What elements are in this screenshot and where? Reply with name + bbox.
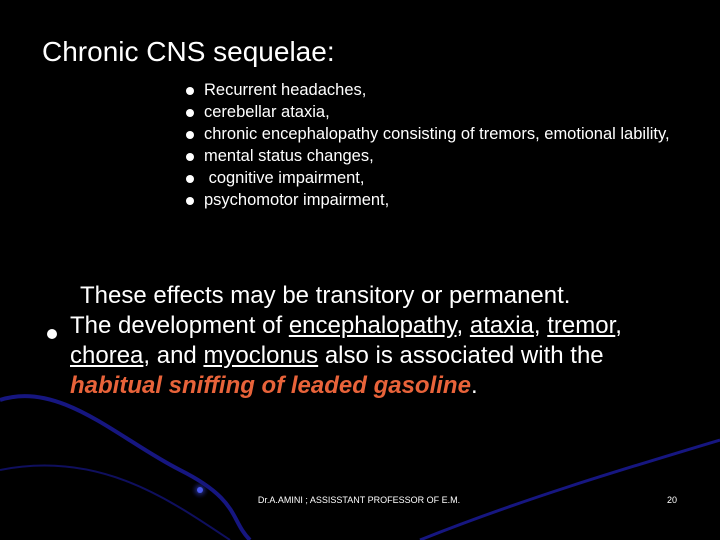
bullet-icon bbox=[186, 197, 194, 205]
list-item bbox=[186, 145, 670, 167]
list-item bbox=[186, 101, 670, 123]
list-item-text: cerebellar ataxia, bbox=[204, 103, 330, 121]
list-item bbox=[186, 189, 670, 211]
bullet-icon bbox=[186, 153, 194, 161]
list-item-text: Recurrent headaches, bbox=[204, 81, 367, 99]
bullet-icon bbox=[186, 87, 194, 95]
term-ataxia: ataxia bbox=[469, 312, 534, 339]
term-chorea: chorea bbox=[70, 342, 144, 369]
page-number: 20 bbox=[666, 495, 677, 505]
list-item-text: psychomotor impairment, bbox=[204, 191, 390, 209]
main-text-block bbox=[70, 281, 690, 401]
text-segment: , bbox=[533, 312, 548, 339]
term-myoclonus: myoclonus bbox=[203, 342, 319, 369]
text-segment: also is associated with the bbox=[318, 342, 604, 369]
sub-bullet-list bbox=[186, 79, 670, 211]
text-segment: , bbox=[615, 312, 622, 339]
text-segment: , bbox=[456, 312, 470, 339]
term-tremor: tremor bbox=[547, 312, 616, 339]
slide-title: Chronic CNS sequelae: bbox=[42, 36, 335, 67]
bullet-icon bbox=[186, 131, 194, 139]
text-segment: , and bbox=[143, 342, 204, 369]
list-item bbox=[186, 167, 670, 189]
text-segment: . bbox=[470, 372, 478, 399]
list-item-text: cognitive impairment, bbox=[204, 169, 365, 187]
list-item bbox=[186, 123, 670, 145]
highlight-phrase: habitual sniffing of leaded gasoline bbox=[70, 372, 471, 399]
bullet-icon bbox=[47, 329, 57, 339]
text-segment: The development of bbox=[70, 312, 289, 339]
decorative-curve-right bbox=[420, 440, 720, 540]
decorative-node bbox=[197, 487, 203, 493]
list-item-text: mental status changes, bbox=[204, 147, 374, 165]
bullet-icon bbox=[186, 175, 194, 183]
list-item-text: chronic encephalopathy consisting of tremors, emotional lability, bbox=[204, 125, 670, 143]
footer-text: Dr.A.AMINI ; ASSISSTANT PROFESSOR OF E.M. bbox=[257, 495, 461, 505]
term-encephalopathy: encephalopathy bbox=[288, 312, 457, 339]
decorative-curve-left bbox=[0, 396, 250, 540]
list-item bbox=[186, 79, 670, 101]
bullet-icon bbox=[186, 109, 194, 117]
main-bullet-text bbox=[70, 312, 622, 399]
continuation-text: These effects may be transitory or permanent. bbox=[80, 282, 571, 309]
